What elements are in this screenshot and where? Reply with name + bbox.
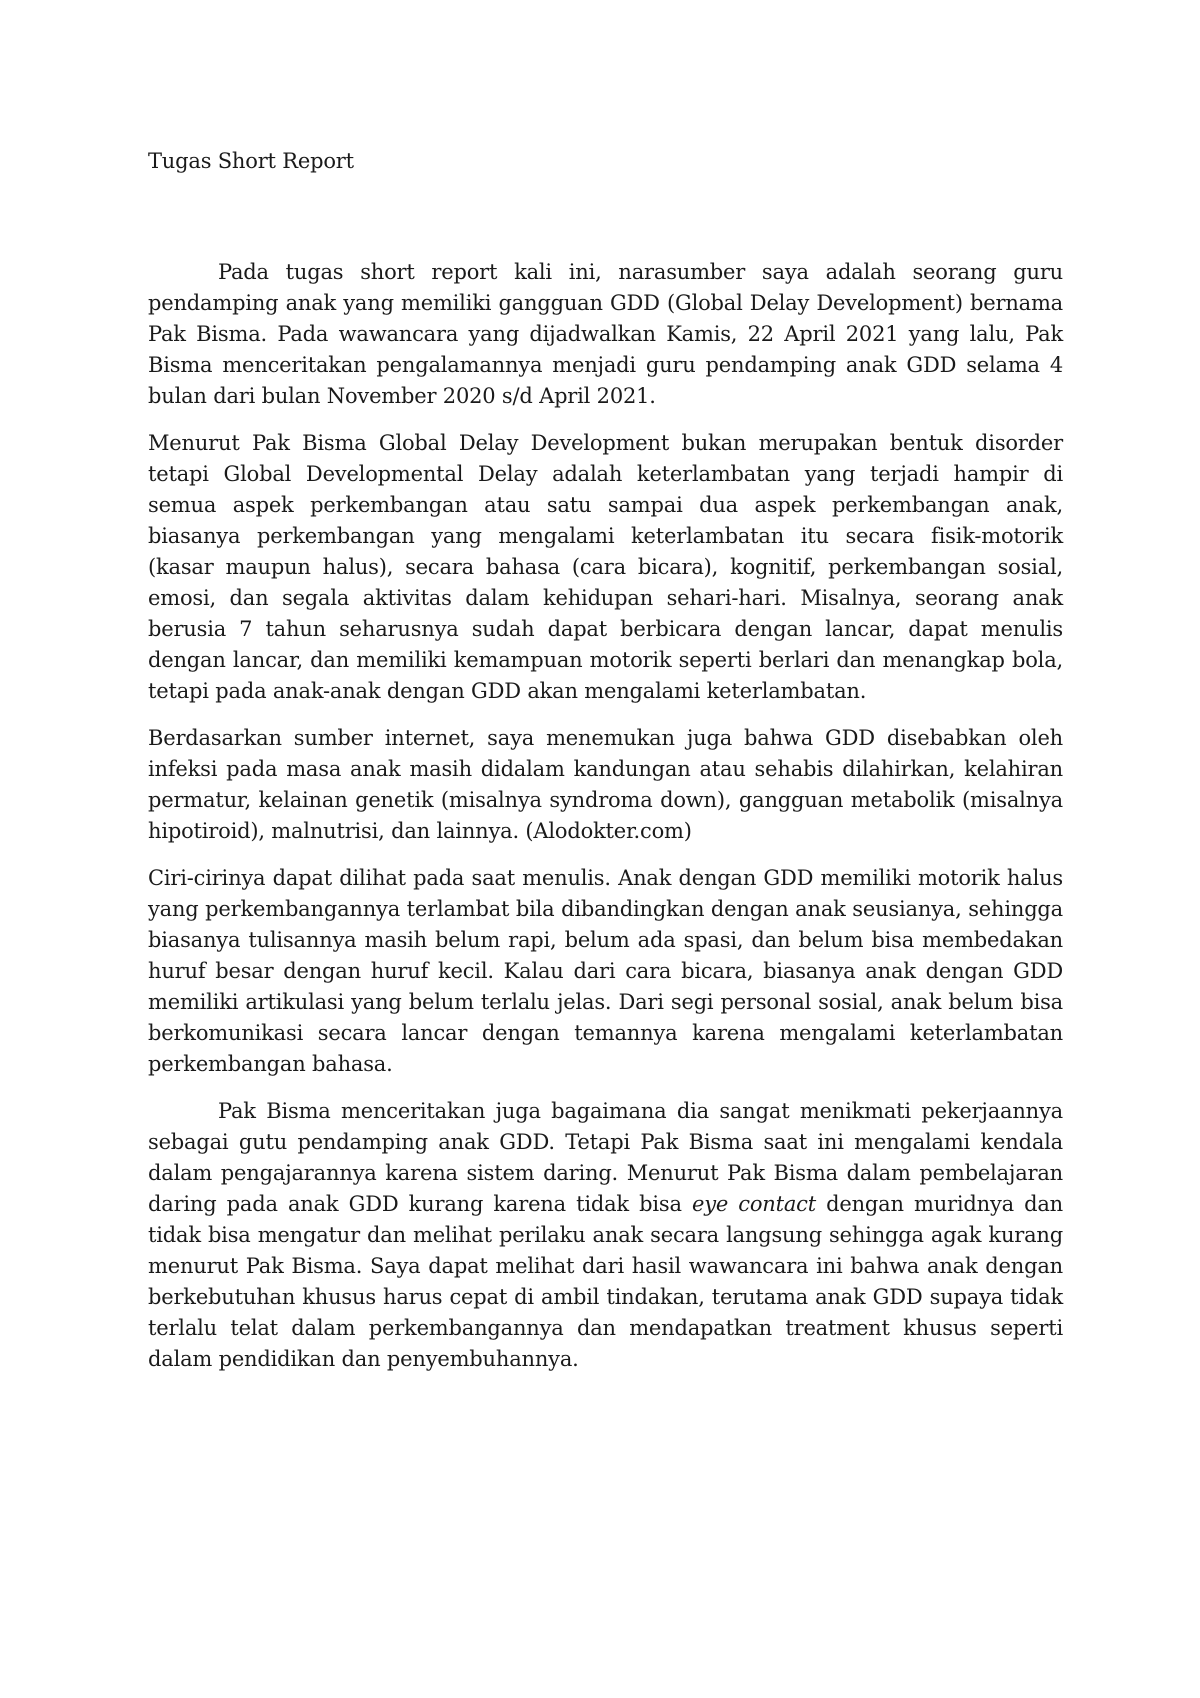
paragraph-5 bbox=[148, 1096, 1063, 1375]
paragraph-5-part-2: dengan muridnya dan tidak bisa mengatur dan melihat perilaku anak secara langsung sehingga agak kurang menurut Pak Bisma. Saya dapat melihat dari hasil wawancara ini bahwa anak dengan berkebutuhan khusus harus cepat di ambil tindakan, terutama anak GDD supaya tidak terlalu telat dalam perkembangannya dan mendapatkan treatment khusus seperti dalam pendidikan dan penyembuhannya. bbox=[148, 1192, 1063, 1371]
paragraph-4: Ciri-cirinya dapat dilihat pada saat menulis. Anak dengan GDD memiliki motorik halus yang perkembangannya terlambat bila dibandingkan dengan anak seusianya, sehingga biasanya tulisannya masih belum rapi, belum ada spasi, dan belum bisa membedakan huruf besar dengan huruf kecil. Kalau dari cara bicara, biasanya anak dengan GDD memiliki artikulasi yang belum terlalu jelas. Dari segi personal sosial, anak belum bisa berkomunikasi secara lancar dengan temannya karena mengalami keterlambatan perkembangan bahasa. bbox=[148, 866, 1063, 1076]
document-body bbox=[148, 146, 1063, 1391]
paragraph-3: Berdasarkan sumber internet, saya menemukan juga bahwa GDD disebabkan oleh infeksi pada masa anak masih didalam kandungan atau sehabis dilahirkan, kelahiran permatur, kelainan genetik (misalnya syndroma down), gangguan metabolik (misalnya hipotiroid), malnutrisi, dan lainnya. (Alodokter.com) bbox=[148, 726, 1063, 843]
document-title: Tugas Short Report bbox=[148, 149, 354, 173]
paragraph-5-italic-term: eye contact bbox=[691, 1192, 816, 1216]
paragraph-5-part-1: Pak Bisma menceritakan juga bagaimana dia sangat menikmati pekerjaannya sebagai gutu pendamping anak GDD. Tetapi Pak Bisma saat ini mengalami kendala dalam pengajarannya karena sistem daring. Menurut Pak Bisma dalam pembelajaran daring pada anak GDD kurang karena tidak bisa bbox=[148, 1099, 1063, 1216]
paragraph-1: Pada tugas short report kali ini, narasumber saya adalah seorang guru pendamping anak yang memiliki gangguan GDD (Global Delay Development) bernama Pak Bisma. Pada wawancara yang dijadwalkan Kamis, 22 April 2021 yang lalu, Pak Bisma menceritakan pengalamannya menjadi guru pendamping anak GDD selama 4 bulan dari bulan November 2020 s/d April 2021. bbox=[148, 260, 1063, 408]
paragraph-2: Menurut Pak Bisma Global Delay Development bukan merupakan bentuk disorder tetapi Global Developmental Delay adalah keterlambatan yang terjadi hampir di semua aspek perkembangan atau satu sampai dua aspek perkembangan anak, biasanya perkembangan yang mengalami keterlambatan itu secara fisik-motorik (kasar maupun halus), secara bahasa (cara bicara), kognitif, perkembangan sosial, emosi, dan segala aktivitas dalam kehidupan sehari-hari. Misalnya, seorang anak berusia 7 tahun seharusnya sudah dapat berbicara dengan lancar, dapat menulis dengan lancar, dan memiliki kemampuan motorik seperti berlari dan menangkap bola, tetapi pada anak-anak dengan GDD akan mengalami keterlambatan. bbox=[148, 431, 1063, 703]
